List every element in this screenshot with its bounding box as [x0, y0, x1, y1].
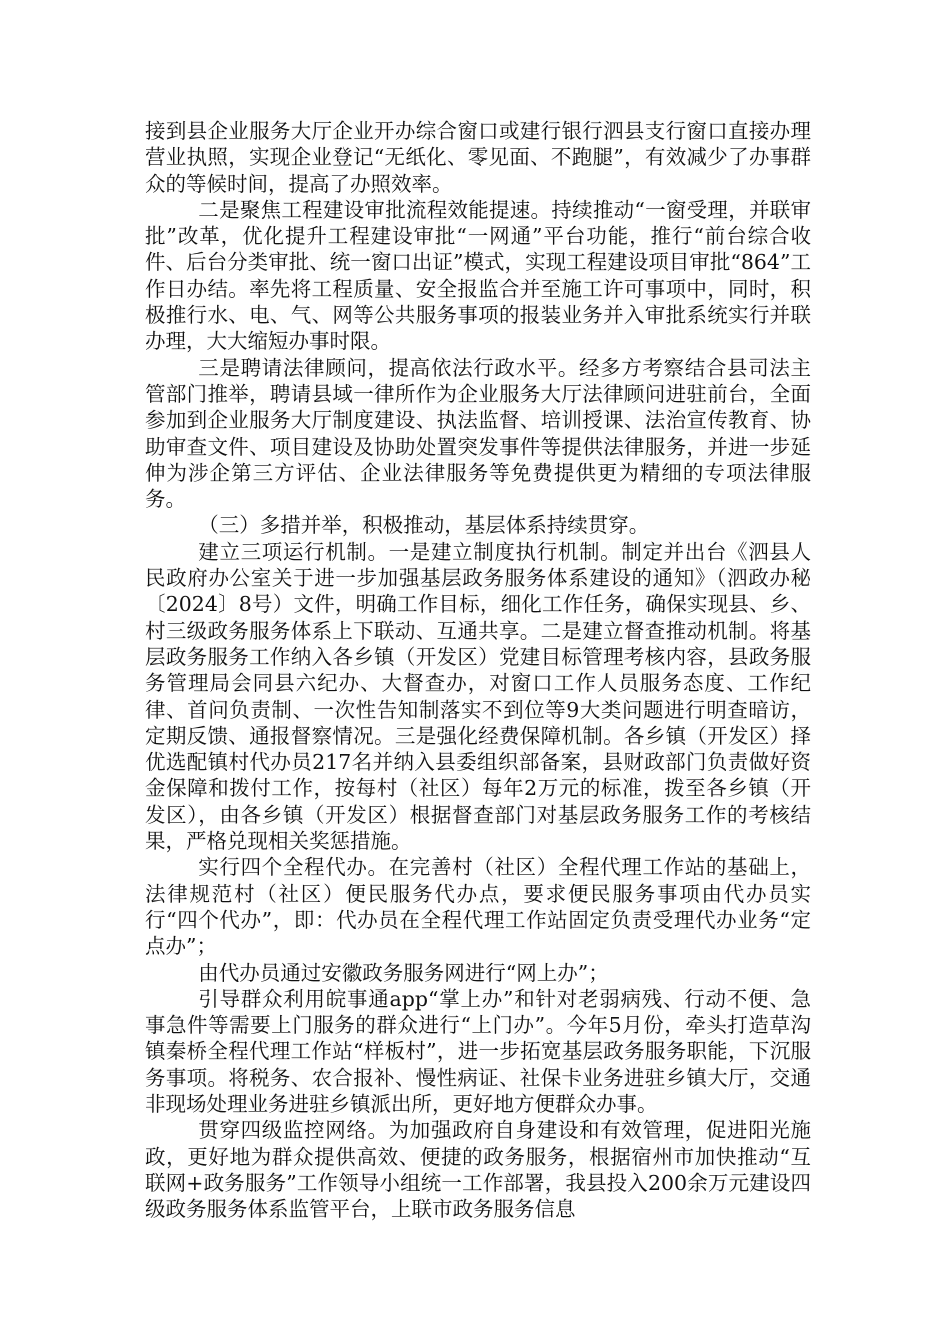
document-body — [145, 118, 811, 1222]
paragraph-8: 贯穿四级监控网络。为加强政府自身建设和有效管理，促进阳光施政，更好地为群众提供高效、便捷的政务服务，根据宿州市加快推动“互联网+政务服务”工作领导小组统一工作部署，我县投入200余万元建设四级政务服务体系监管平台，上联市政务服务信息 — [145, 1118, 811, 1222]
section-heading: （三）多措并举，积极推动，基层体系持续贯穿。 — [198, 513, 650, 538]
paragraph-1: 接到县企业服务大厅企业开办综合窗口或建行银行泗县支行窗口直接办理营业执照，实现企业登记“无纸化、零见面、不跑腿”，有效减少了办事群众的等候时间，提高了办照效率。 — [145, 119, 811, 196]
paragraph-2: 二是聚焦工程建设审批流程效能提速。持续推动“一窗受理，并联审批”改革，优化提升工程建设审批“一网通”平台功能，推行“前台综合收件、后台分类审批、统一窗口出证”模式，实现工程建设项目审批“864”工作日办结。率先将工程质量、安全报监合并至施工许可事项中，同时，积极推行水、电、气、网等公共服务事项的报装业务并入审批系统实行并联办理，大大缩短办事时限。 — [145, 197, 811, 354]
paragraph-5: 实行四个全程代办。在完善村（社区）全程代理工作站的基础上，法律规范村（社区）便民服务代办点，要求便民服务事项由代办员实行“四个代办”，即：代办员在全程代理工作站固定负责受理代办业务“定点办”； — [145, 855, 811, 959]
paragraph-4: 建立三项运行机制。一是建立制度执行机制。制定并出台《泗县人民政府办公室关于进一步加强基层政务服务体系建设的通知》（泗政办秘〔2024〕8号）文件，明确工作目标，细化工作任务，确保实现县、乡、村三级政务服务体系上下联动、互通共享。二是建立督查推动机制。将基层政务服务工作纳入各乡镇（开发区）党建目标管理考核内容，县政务服务管理局会同县六纪办、大督查办，对窗口工作人员服务态度、工作纪律、首问负责制、一次性告知制落实不到位等9大类问题进行明查暗访，定期反馈、通报督察情况。三是强化经费保障机制。各乡镇（开发区）择优选配镇村代办员217名并纳入县委组织部备案，县财政部门负责做好资金保障和拨付工作，按每村（社区）每年2万元的标准，拨至各乡镇（开发区），由各乡镇（开发区）根据督查部门对基层政务服务工作的考核结果，严格兑现相关奖惩措施。 — [145, 539, 811, 854]
paragraph-3: 三是聘请法律顾问，提高依法行政水平。经多方考察结合县司法主管部门推举，聘请县域一律所作为企业服务大厅法律顾问进驻前台，全面参加到企业服务大厅制度建设、执法监督、培训授课、法治宣传教育、协助审查文件、项目建设及协助处置突发事件等提供法律服务，并进一步延伸为涉企第三方评估、企业法律服务等免费提供更为精细的专项法律服务。 — [145, 355, 811, 512]
paragraph-7: 引导群众利用皖事通app“掌上办”和针对老弱病残、行动不便、急事急件等需要上门服务的群众进行“上门办”。今年5月份，牵头打造草沟镇秦桥全程代理工作站“样板村”，进一步拓宽基层政务服务职能，下沉服务事项。将税务、农合报补、慢性病证、社保卡业务进驻乡镇大厅，交通非现场处理业务进驻乡镇派出所，更好地方便群众办事。 — [145, 986, 811, 1116]
paragraph-6: 由代办员通过安徽政务服务网进行“网上办”； — [198, 960, 609, 985]
